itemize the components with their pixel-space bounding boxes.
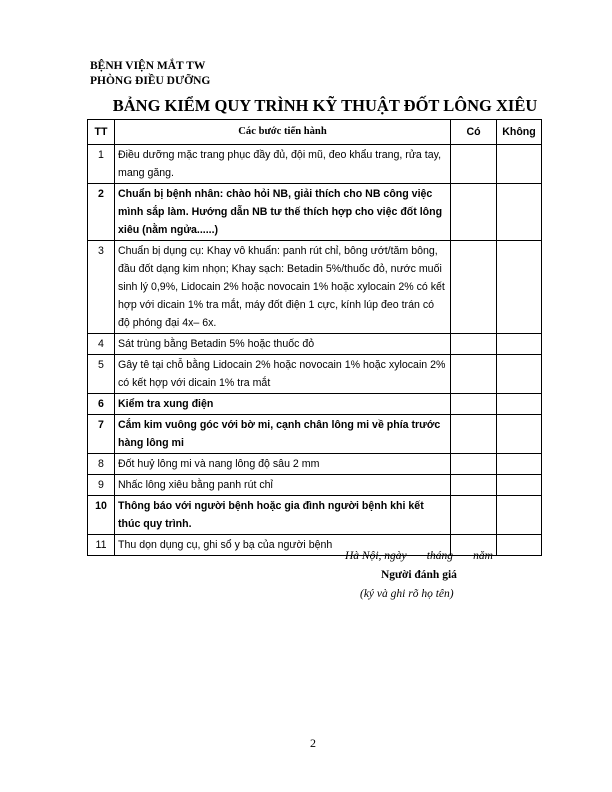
table-row: [88, 454, 542, 475]
table-header-row: [88, 120, 542, 145]
no-check-cell[interactable]: [497, 334, 542, 355]
step-description: Nhấc lông xiêu bằng panh rút chỉ: [115, 475, 451, 496]
row-number: 4: [88, 334, 115, 355]
step-description: Chuẩn bị dụng cụ: Khay vô khuẩn: panh rút chỉ, bông ướt/tăm bông, đầu đốt dạng kim nhọn; Khay sạch: Betadin 5%/thuốc đỏ, nước muối sinh lý 0,9%, Lidocain 2% hoặc novocain 1% hoặc xylocain 2% có kết hợp với dicain 1% tra mắt, máy đốt điện 1 cực, kính lúp đeo trán có độ phóng đại 4x– 6x.: [115, 241, 451, 334]
department-name: PHÒNG ĐIỀU DƯỠNG: [90, 74, 211, 87]
yes-check-cell[interactable]: [451, 454, 497, 475]
row-number: 7: [88, 415, 115, 454]
column-header-yes: Có: [451, 120, 497, 145]
no-check-cell[interactable]: [497, 145, 542, 184]
step-description: Gây tê tại chỗ bằng Lidocain 2% hoặc novocain 1% hoặc xylocain 2% có kết hợp với dicain 1% tra mắt: [115, 355, 451, 394]
step-description: Chuẩn bị bệnh nhân: chào hỏi NB, giải thích cho NB công việc mình sắp làm. Hướng dẫn NB tư thế thích hợp cho việc đốt lông xiêu (nằm ngửa......): [115, 184, 451, 241]
step-description: Sát trùng bằng Betadin 5% hoặc thuốc đỏ: [115, 334, 451, 355]
table-row: [88, 475, 542, 496]
no-check-cell[interactable]: [497, 475, 542, 496]
signature-date-line: Hà Nội, ngày tháng năm: [345, 550, 493, 562]
row-number: 3: [88, 241, 115, 334]
no-check-cell[interactable]: [497, 415, 542, 454]
yes-check-cell[interactable]: [451, 496, 497, 535]
no-check-cell[interactable]: [497, 394, 542, 415]
table-row: [88, 145, 542, 184]
no-check-cell[interactable]: [497, 355, 542, 394]
row-number: 9: [88, 475, 115, 496]
yes-check-cell[interactable]: [451, 475, 497, 496]
row-number: 11: [88, 535, 115, 556]
row-number: 10: [88, 496, 115, 535]
hospital-name: BỆNH VIỆN MẮT TW: [90, 60, 206, 72]
step-description: Thu dọn dụng cụ, ghi sổ y bạ của người bệnh: [115, 535, 451, 556]
table-row: [88, 394, 542, 415]
checklist-body: [88, 145, 542, 556]
row-number: 8: [88, 454, 115, 475]
table-row: [88, 334, 542, 355]
table-row: [88, 355, 542, 394]
yes-check-cell[interactable]: [451, 145, 497, 184]
column-header-tt: TT: [88, 120, 115, 145]
step-description: Điều dưỡng mặc trang phục đầy đủ, đội mũ, đeo khẩu trang, rửa tay, mang găng.: [115, 145, 451, 184]
yes-check-cell[interactable]: [451, 415, 497, 454]
yes-check-cell[interactable]: [451, 334, 497, 355]
page-number: 2: [310, 736, 316, 750]
column-header-steps: Các bước tiến hành: [115, 120, 451, 145]
step-description: Kiểm tra xung điện: [115, 394, 451, 415]
no-check-cell[interactable]: [497, 184, 542, 241]
row-number: 1: [88, 145, 115, 184]
no-check-cell[interactable]: [497, 535, 542, 556]
no-check-cell[interactable]: [497, 241, 542, 334]
table-row: [88, 496, 542, 535]
table-row: [88, 184, 542, 241]
signature-note: (ký và ghi rõ họ tên): [360, 588, 454, 600]
no-check-cell[interactable]: [497, 496, 542, 535]
document-header: [90, 59, 210, 88]
yes-check-cell[interactable]: [451, 184, 497, 241]
table-row: [88, 415, 542, 454]
signature-evaluator: Người đánh giá: [381, 569, 457, 581]
step-description: Đốt huỷ lông mi và nang lông độ sâu 2 mm: [115, 454, 451, 475]
step-description: Thông báo với người bệnh hoặc gia đình người bệnh khi kết thúc quy trình.: [115, 496, 451, 535]
column-header-no: Không: [497, 120, 542, 145]
row-number: 2: [88, 184, 115, 241]
yes-check-cell[interactable]: [451, 355, 497, 394]
step-description: Cắm kim vuông góc với bờ mi, cạnh chân lông mi về phía trước hàng lông mi: [115, 415, 451, 454]
table-row: [88, 241, 542, 334]
row-number: 6: [88, 394, 115, 415]
page-title: BẢNG KIỂM QUY TRÌNH KỸ THUẬT ĐỐT LÔNG XIÊU: [112, 96, 538, 115]
no-check-cell[interactable]: [497, 454, 542, 475]
row-number: 5: [88, 355, 115, 394]
yes-check-cell[interactable]: [451, 394, 497, 415]
checklist-table: [87, 119, 542, 556]
yes-check-cell[interactable]: [451, 241, 497, 334]
